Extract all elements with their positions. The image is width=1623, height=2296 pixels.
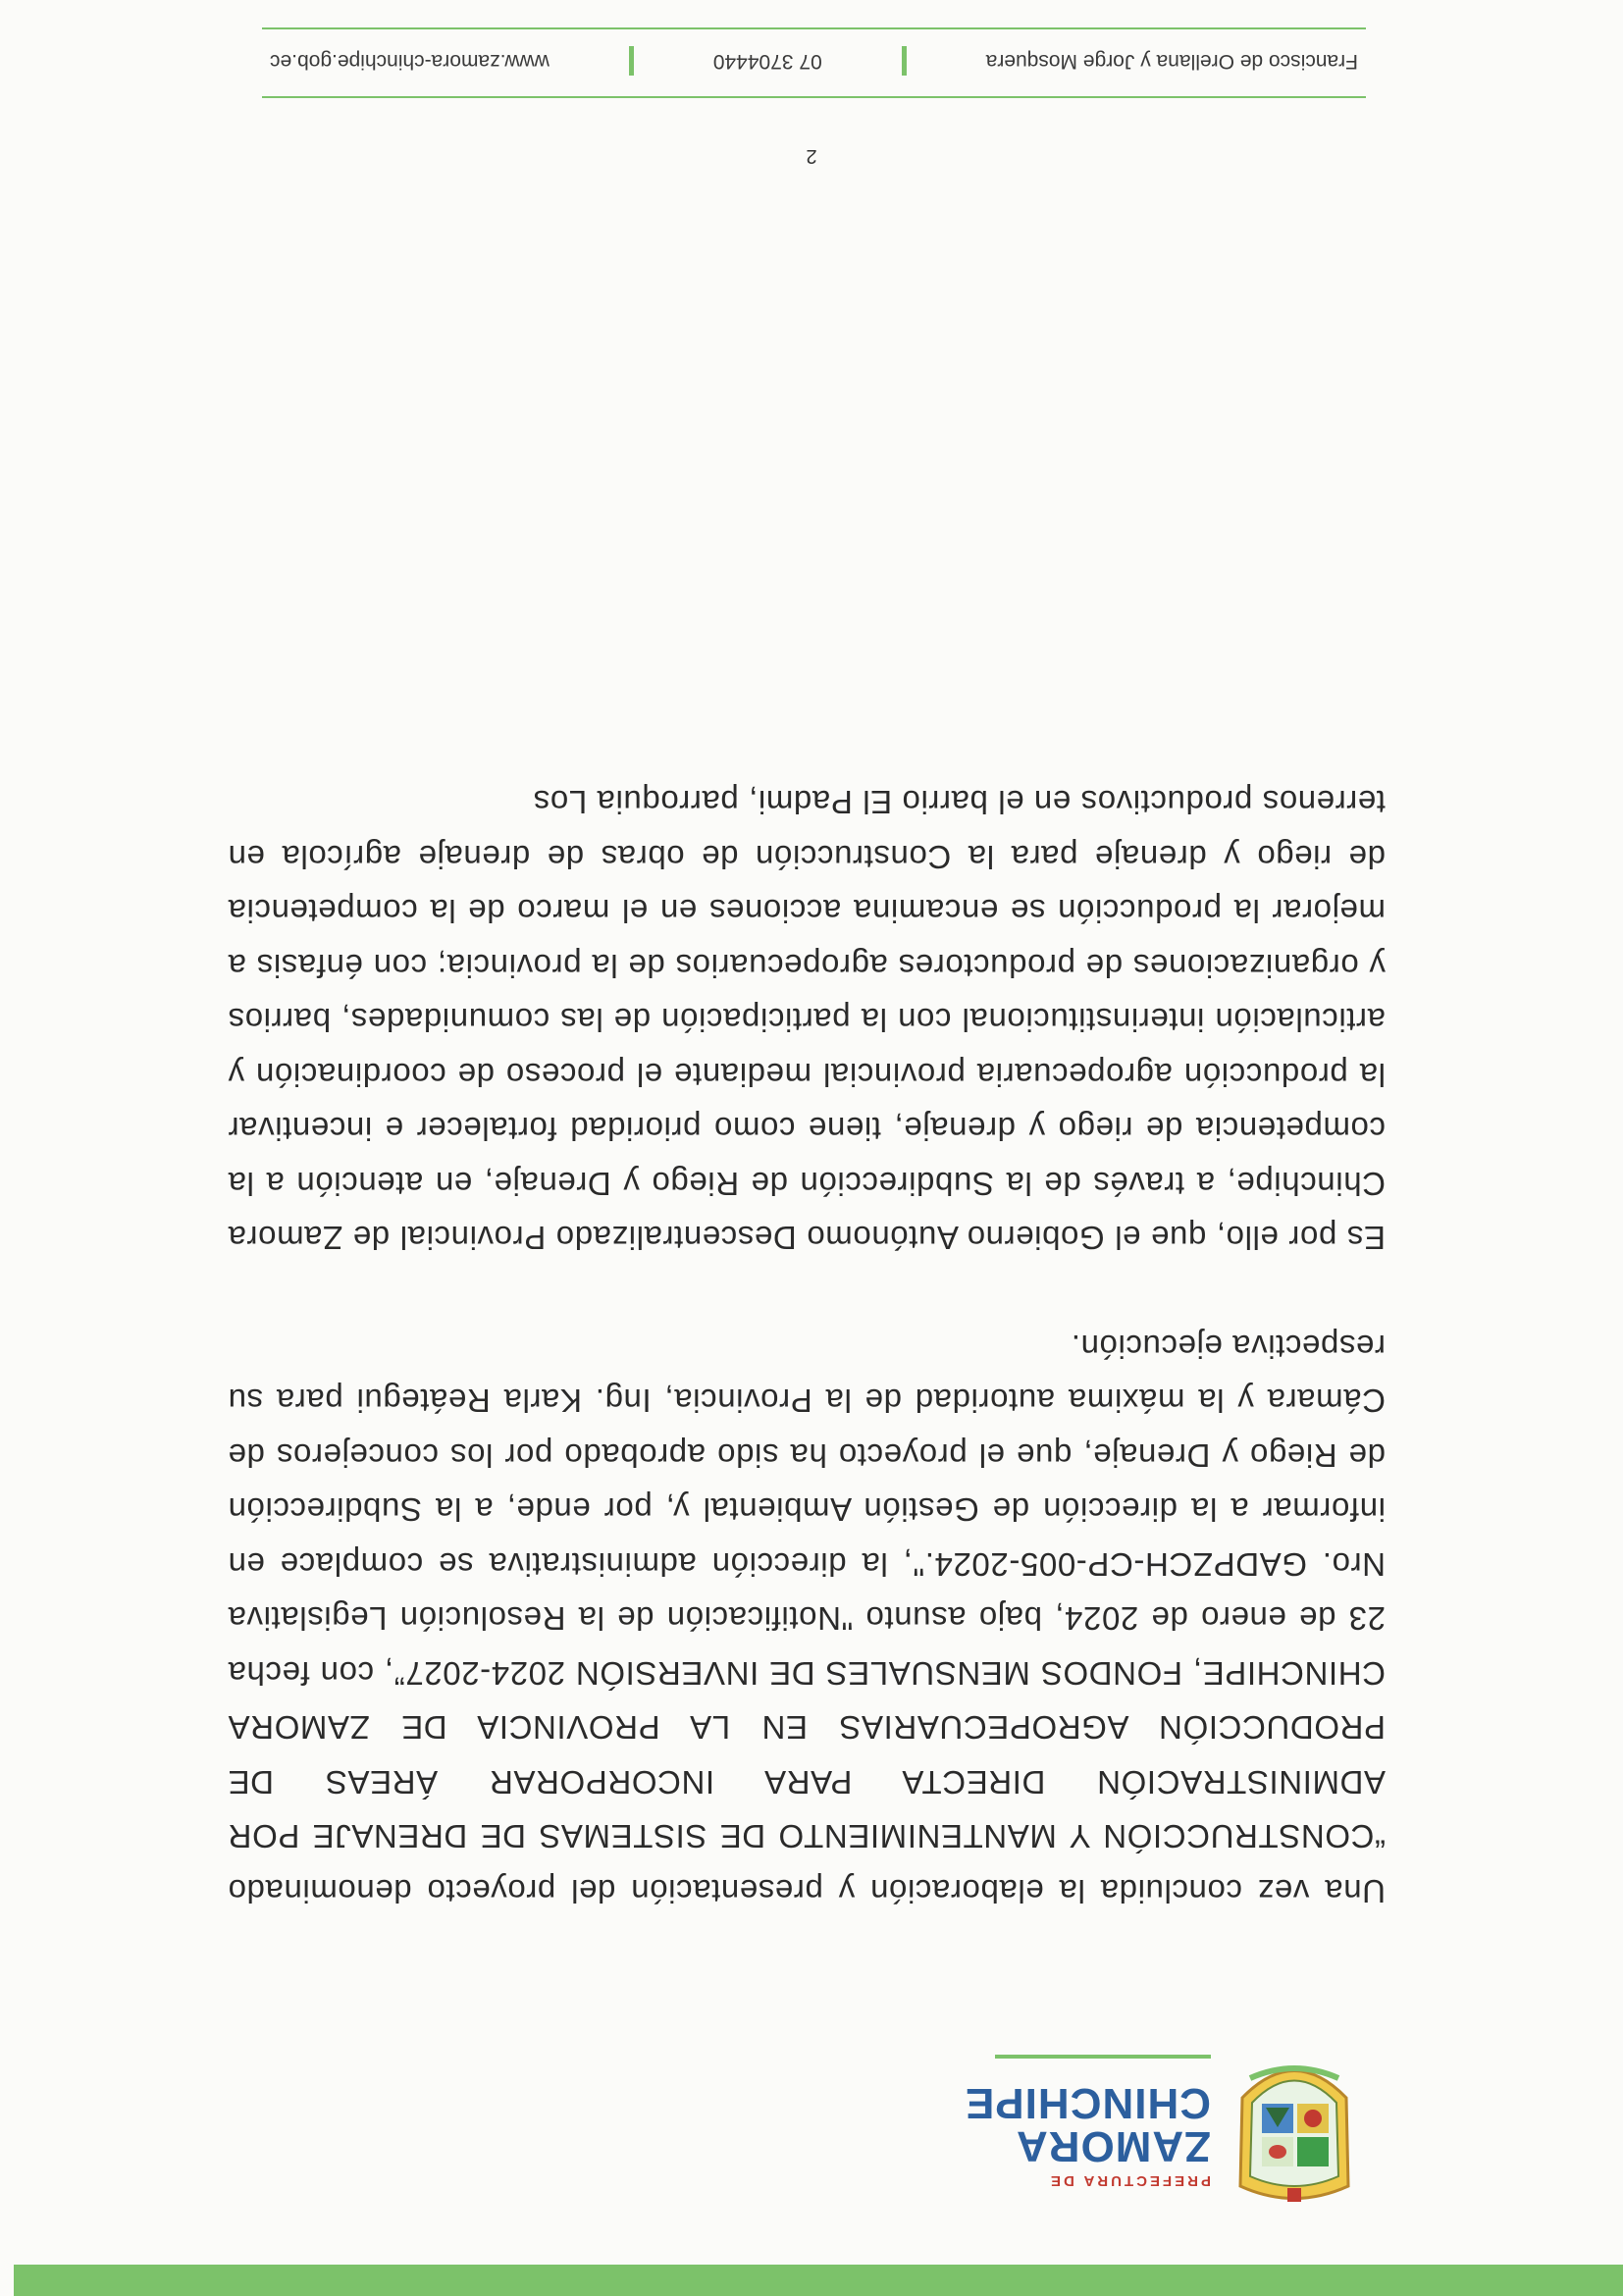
- footer: [262, 41, 1366, 80]
- footer-top-rule: [262, 96, 1366, 98]
- body-paragraph-1: Una vez concluida la elaboración y presentación del proyecto denominado “CONSTRUCCIÓN Y MANTENIMIENTO DE SISTEMAS DE DRENAJE POR ADMINISTRACIÓN DIRECTA PARA INCORPORAR ÁREAS DE PRODUCCIÓN AGROPECUARIAS EN LA PROVINCIA DE ZAMORA CHINCHIPE, FONDOS MENSUALES DE INVERSIÓN 2024-2027”, con fecha 23 de enero de 2024, bajo asunto "Notificación de la Resolución Legislativa Nro. GADPZCH-CP-005-2024.", la dirección administrativa se complace en informar a la dirección de Gestión Ambiental y, por ende, a la Subdirección de Riego y Drenaje, que el proyecto ha sido aprobado por los concejeros de Cámara y la máxima autoridad de la Provincia, Ing. Karla Reátegui para su respectiva ejecución.: [228, 1329, 1386, 1909]
- logo-line-prefectura: PREFECTURA DE: [1048, 2172, 1211, 2189]
- page-number: 2: [806, 145, 817, 167]
- logo-underline: [995, 2055, 1211, 2059]
- footer-phone: 07 3704440: [712, 50, 822, 73]
- body-paragraph-2: Es por ello, que el Gobierno Autónomo Descentralizado Provincial de Zamora Chinchipe, a través de la Subdirección de Riego y Drenaje, en atención a la competencia de riego y drenaje, tiene como prioridad fortalecer e incentivar la producción agropecuaria provincial mediante el proceso de coordinación y articulación interinstitucional con la participación de las comunidades, barrios y organizaciones de productores agropecuarios de la provincia; con énfasis a mejorar la producción se encamina acciones en el marco de la competencia de riego y drenaje para la Construcción de obras de drenaje agrícola en terrenos productivos en el barrio El Padmi, parroquia Los: [228, 784, 1386, 1257]
- footer-bottom-rule: [262, 27, 1366, 29]
- footer-separator: [629, 46, 634, 76]
- coat-of-arms-icon: [1230, 2049, 1358, 2206]
- document-body: [228, 721, 1386, 1918]
- logo-line-chinchipe: CHINCHIPE: [964, 2079, 1211, 2127]
- logo-wordmark: [965, 2081, 1211, 2188]
- footer-address: Francisco de Orellana y Jorge Mosquera: [985, 50, 1358, 73]
- footer-separator: [902, 46, 907, 76]
- prefectura-logo: [946, 2039, 1358, 2206]
- footer-website: www.zamora-chinchipe.gob.ec: [270, 50, 550, 73]
- header-green-bar: [14, 2265, 1623, 2296]
- logo-line-zamora: ZAMORA: [1015, 2122, 1211, 2170]
